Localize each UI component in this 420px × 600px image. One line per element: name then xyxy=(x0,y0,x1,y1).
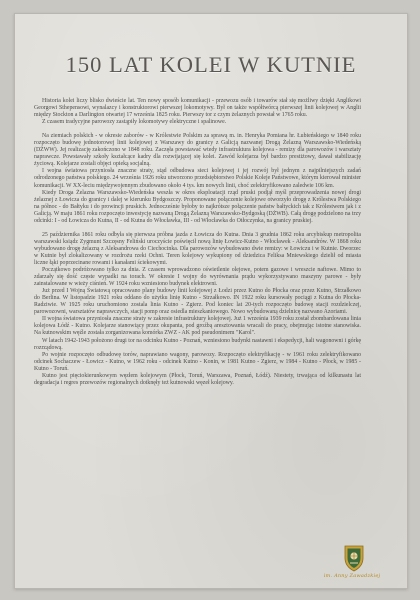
article-body xyxy=(34,98,361,387)
paragraph-7: Początkowo podróżowano tylko za dnia. Z czasem wprowadzono oświetlenie olejowe, potem gazowe i wreszcie naftowe. Mimo to zdarzały się dość częste wypadki na torach. W okresie I wojny do wyrównania prądu wykorzystywano maszyny parowe - były zainstalowane w wieży ciśnień. W 1924 roku wzniesiono budynek elektrowni. xyxy=(34,267,361,288)
signature: im. Anny Zawadzkiej xyxy=(323,573,381,579)
paragraph-5: Kiedy Droga Żelazna Warszawsko-Wiedeńska weszła w okres eksploatacji rząd pruski podjął myśl przeprowadzenia nowej drogi żelaznej z Łowicza do granicy i dalej w kierunku Bydgoszczy. Proponowane połączenie kolejowe otworzyło drogę z Królestwa Polskiego na północ - do Bałtyku i do prowincji pruskich. Jednocześnie byłoby to najkrótsze połączenie państw bałtyckich tak z Królestwem jak i z Galicją. W maju 1861 roku rozpoczęto inwestycję nazwaną Drogą Żelazną Warszawsko-Bydgoską (DŻWB). Całą drogę podzielono na trzy odcinki: I - od Łowicza do Kutna, II - od Kutna do Włocławka, III - od Włocławka do Otłoczynka, na granicy pruskiej. xyxy=(34,189,361,224)
paragraph-2: Z czasem tradycyjne parowozy zastąpiły lokomotywy elektryczne i spalinowe. xyxy=(42,119,227,126)
paragraph-12: Kutno jest pięciokierunkowym węzłem kolejowym (Płock, Toruń, Warszawa, Poznań, Łódź). Niestety, trwająca od kilkunastu lat degradacja i regres przewozów regionalnych dotknęły też kutnowski węzeł kolejowy. xyxy=(34,372,361,386)
paragraph-11: Po wojnie rozpoczęto odbudowę torów, naprawiano wagony, parowozy. Rozpoczęto elektryfikację - w 1961 roku zelektryfikowano odcinek Sochaczew - Łowicz - Kutno, w 1962 roku - odcinek Kutno - Konin, w 1981 Kutno - Zgierz, w 1984 - Kutno - Płock, w 1985 - Kutno - Toruń. xyxy=(34,351,361,372)
paragraph-3: Na ziemiach polskich - w okresie zaborów - w Królestwie Polskim za sprawą m. in. Henryka Pomiana hr. Łubieńskiego w 1840 roku rozpoczęto budowę jednotorowej linii kolejowej z Warszawy do granicy z Galicją nazwanej Drogą Żelazną Warszawsko-Wiedeńską (DŻWW). Jej realizację zakończono w 1848 roku. Zaczęła powstawać wtedy infrastruktura kolejowa - remizy dla parowozów i warsztaty naprawcze. Powstawały szkoły kształcące kadry dla rozwijającej się kolei. Zawód kolejarza był bardzo prestiżowy, dawał stabilizację życiową. Kolejarze zostali objęci opieką socjalną. xyxy=(34,133,361,168)
paragraph-10: W latach 1942-1943 położono drugi tor na odcinku Kutno - Poznań, wzniesiono budynki nastawni i ekspedycji, hali wagonowni i górkę rozrządową. xyxy=(34,337,361,351)
panel-title: 150 LAT KOLEI W KUTNIE xyxy=(65,52,357,77)
paragraph-4: I wojna światowa przyniosła znaczne straty, stąd odbudowa sieci kolejowej i jej rozwój był jednym z najpilniejszych zadań odrodzonego państwa polskiego. 24 września 1926 roku utworzono przedsiębiorstwo Polskie Koleje Państwowe, którym kierował minister komunikacji. W XX-leciu międzywojennym zbudowano około 4 tys. km nowych linii, choć zelektryfikowano zaledwie 106 km. xyxy=(34,168,361,189)
paragraph-6: 25 października 1861 roku odbyła się pierwsza próbna jazda z Łowicza do Kutna. Dnia 3 grudnia 1862 roku arcybiskup metropolita warszawski ksiądz Zygmunt Szczęsny Feliński uroczyście poświęcił nową linię Łowicz-Kutno - Włocławek - Aleksandrów. W 1868 roku wybudowano drogę żelazną z Aleksandrowa do Ciechocinka. Dla parowozów wybudowano dwie remizy: w Łowiczu i w Kutnie. Dworzec w Kutnie był zlokalizowany w rozdrożu rzeki Ochni. Teren kolejowy wykupiony od dziedzica Feliksa Mniewskiego dzielił od miasta liczne łąki poprzecinane rowami i kanałami ściekowymi. xyxy=(34,231,361,266)
paragraph-9: II wojna światowa przyniosła znaczne straty w zakresie infrastruktury kolejowej. Już 1 września 1939 roku został zbombardowana linia kolejowa Łódź - Kutno. Kolejarze stanowiący przez okupanta, pod groźbą aresztowania wracali do pracy, obejmując istotne stanowiska. Na kutnowskim węźle została zorganizowana komórka ZWZ - AK pod pseudonimem "Karol". xyxy=(34,316,361,337)
paragraph-8: Już przed I Wojną Światową opracowano plany budowy linii kolejowej z Łodzi przez Kutno do Płocka oraz przez Kutno, Strzałkowo do Berlina. W listopadzie 1921 roku oddano do użytku linię Kutno - Strzałkowo. IN 1922 roku kursowały pociągi z Kutna do Płocka-Radziwie. W 1925 roku uruchomiono zostala linia Kutno - Zgierz. Pod koniec lat 20-tych rozpoczęto budowę stacji rozdzielczej, parowozowni, warsztatów naprawczych, stacji pomp oraz osiedla mieszkaniowego. Nowo wybudowaną dzielnicę nazwano Azoriami. xyxy=(34,288,361,316)
school-crest-icon xyxy=(343,544,365,572)
paragraph-1: Historia kolei liczy blisko dwieście lat. Ten nowy sposób komunikacji - przewozu osób i towarów stał się możliwy dzięki Anglikowi Georgowi Sthepensowi, wynalazcy i konstruktorowi pierwszej lokomotywy. Był on także współtwórcą pierwszej linii kolejowej w Anglii między Stockton a Darlington otwartej 17 września 1825 roku. Pierwszy tor z czym żelaznych powstał w 1765 roku. xyxy=(34,98,361,119)
